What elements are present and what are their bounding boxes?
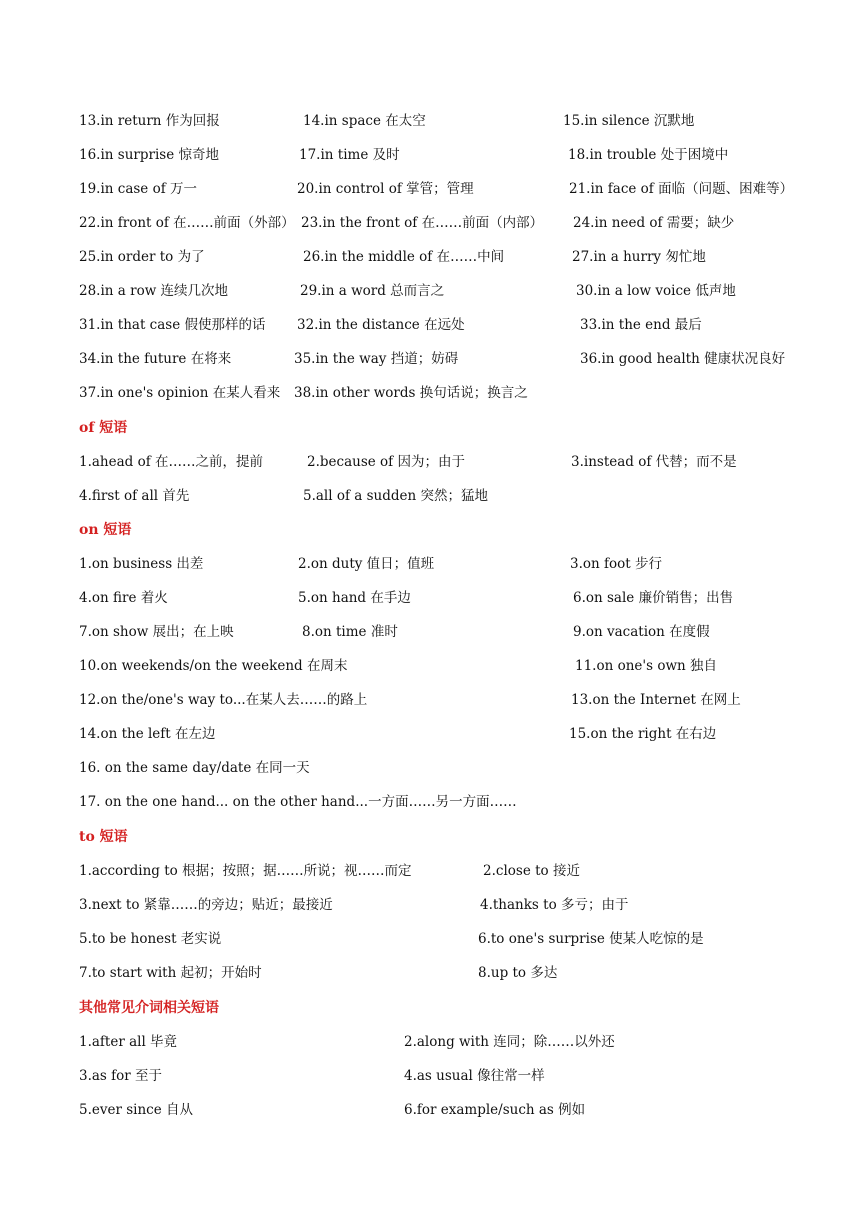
phrase: 4.thanks to 多亏；由于 (480, 897, 629, 913)
phrase: 11.on one's own 独自 (575, 658, 717, 674)
list-item (0, 451, 868, 473)
phrase: 1.according to 根据；按照；据……所说；视……而定 (79, 863, 412, 879)
phrase: 18.in trouble 处于困境中 (568, 147, 729, 163)
section-heading-to: to 短语 (79, 829, 128, 845)
phrase: 31.in that case 假使那样的话 (79, 317, 266, 333)
phrase: 5.on hand 在手边 (298, 590, 411, 606)
list-item (0, 110, 868, 132)
list-item (0, 587, 868, 609)
phrase: 1.after all 毕竟 (79, 1034, 178, 1050)
phrase: 7.on show 展出；在上映 (79, 624, 234, 640)
phrase: 23.in the front of 在……前面（内部） (301, 215, 544, 231)
phrase: 3.next to 紧靠……的旁边；贴近；最接近 (79, 897, 333, 913)
phrase: 9.on vacation 在度假 (573, 624, 710, 640)
list-item (0, 144, 868, 166)
phrase: 30.in a low voice 低声地 (576, 283, 736, 299)
phrase: 21.in face of 面临（问题、困难等） (569, 181, 794, 197)
phrase: 4.as usual 像往常一样 (404, 1068, 545, 1084)
phrase: 24.in need of 需要；缺少 (573, 215, 735, 231)
phrase: 14.in space 在太空 (303, 113, 426, 129)
list-item (0, 485, 868, 507)
phrase: 5.all of a sudden 突然；猛地 (303, 488, 488, 504)
list-item (0, 928, 868, 950)
phrase: 7.to start with 起初；开始时 (79, 965, 262, 981)
list-item (0, 1099, 868, 1121)
list-item (0, 553, 868, 575)
phrase: 6.on sale 廉价销售；出售 (573, 590, 734, 606)
phrase: 17. on the one hand... on the other hand...一方面……另一方面…… (79, 794, 517, 810)
list-item (0, 280, 868, 302)
section-heading-on: on 短语 (79, 522, 132, 538)
phrase: 2.on duty 值日；值班 (298, 556, 435, 572)
phrase: 33.in the end 最后 (580, 317, 702, 333)
phrase: 16.in surprise 惊奇地 (79, 147, 219, 163)
phrase: 19.in case of 万一 (79, 181, 198, 197)
phrase: 10.on weekends/on the weekend 在周末 (79, 658, 348, 674)
phrase: 13.in return 作为回报 (79, 113, 220, 129)
phrase: 16. on the same day/date 在同一天 (79, 760, 310, 776)
phrase: 26.in the middle of 在……中间 (303, 249, 505, 265)
section-heading-of: of 短语 (79, 420, 128, 436)
phrase: 8.on time 准时 (302, 624, 398, 640)
phrase: 12.on the/one's way to...在某人去……的路上 (79, 692, 368, 708)
phrase: 38.in other words 换句话说；换言之 (294, 385, 528, 401)
phrase: 34.in the future 在将来 (79, 351, 232, 367)
list-item (0, 757, 868, 779)
list-item (0, 860, 868, 882)
phrase: 3.as for 至于 (79, 1068, 163, 1084)
phrase: 6.for example/such as 例如 (404, 1102, 586, 1118)
phrase: 1.ahead of 在……之前，提前 (79, 454, 264, 470)
phrase: 35.in the way 挡道；妨碍 (294, 351, 459, 367)
phrase: 15.on the right 在右边 (569, 726, 717, 742)
list-item (0, 178, 868, 200)
list-item (0, 212, 868, 234)
list-item (0, 689, 868, 711)
phrase: 37.in one's opinion 在某人看来 (79, 385, 281, 401)
phrase: 20.in control of 掌管；管理 (297, 181, 474, 197)
phrase: 3.on foot 步行 (570, 556, 662, 572)
phrase: 8.up to 多达 (478, 965, 558, 981)
list-item (0, 1031, 868, 1053)
section-heading-other: 其他常见介词相关短语 (79, 1000, 219, 1016)
phrase: 36.in good health 健康状况良好 (580, 351, 786, 367)
phrase: 15.in silence 沉默地 (563, 113, 695, 129)
list-item (0, 655, 868, 677)
phrase: 27.in a hurry 匆忙地 (572, 249, 706, 265)
phrase: 28.in a row 连续几次地 (79, 283, 229, 299)
phrase: 4.on fire 着火 (79, 590, 168, 606)
phrase: 5.ever since 自从 (79, 1102, 194, 1118)
phrase: 5.to be honest 老实说 (79, 931, 222, 947)
list-item (0, 314, 868, 336)
list-item (0, 382, 868, 404)
phrase: 4.first of all 首先 (79, 488, 190, 504)
phrase: 17.in time 及时 (299, 147, 400, 163)
list-item (0, 348, 868, 370)
phrase: 6.to one's surprise 使某人吃惊的是 (478, 931, 704, 947)
phrase: 13.on the Internet 在网上 (571, 692, 741, 708)
phrase: 2.because of 因为；由于 (307, 454, 465, 470)
list-item (0, 621, 868, 643)
phrase: 3.instead of 代替；而不是 (571, 454, 737, 470)
phrase: 2.along with 连同；除……以外还 (404, 1034, 615, 1050)
phrase: 32.in the distance 在远处 (297, 317, 465, 333)
list-item (0, 246, 868, 268)
phrase: 2.close to 接近 (483, 863, 580, 879)
phrase: 14.on the left 在左边 (79, 726, 216, 742)
phrase: 1.on business 出差 (79, 556, 204, 572)
phrase: 29.in a word 总而言之 (300, 283, 445, 299)
phrase: 22.in front of 在……前面（外部） (79, 215, 295, 231)
list-item (0, 1065, 868, 1087)
list-item (0, 791, 868, 813)
phrase: 25.in order to 为了 (79, 249, 205, 265)
list-item (0, 894, 868, 916)
list-item (0, 723, 868, 745)
list-item (0, 962, 868, 984)
